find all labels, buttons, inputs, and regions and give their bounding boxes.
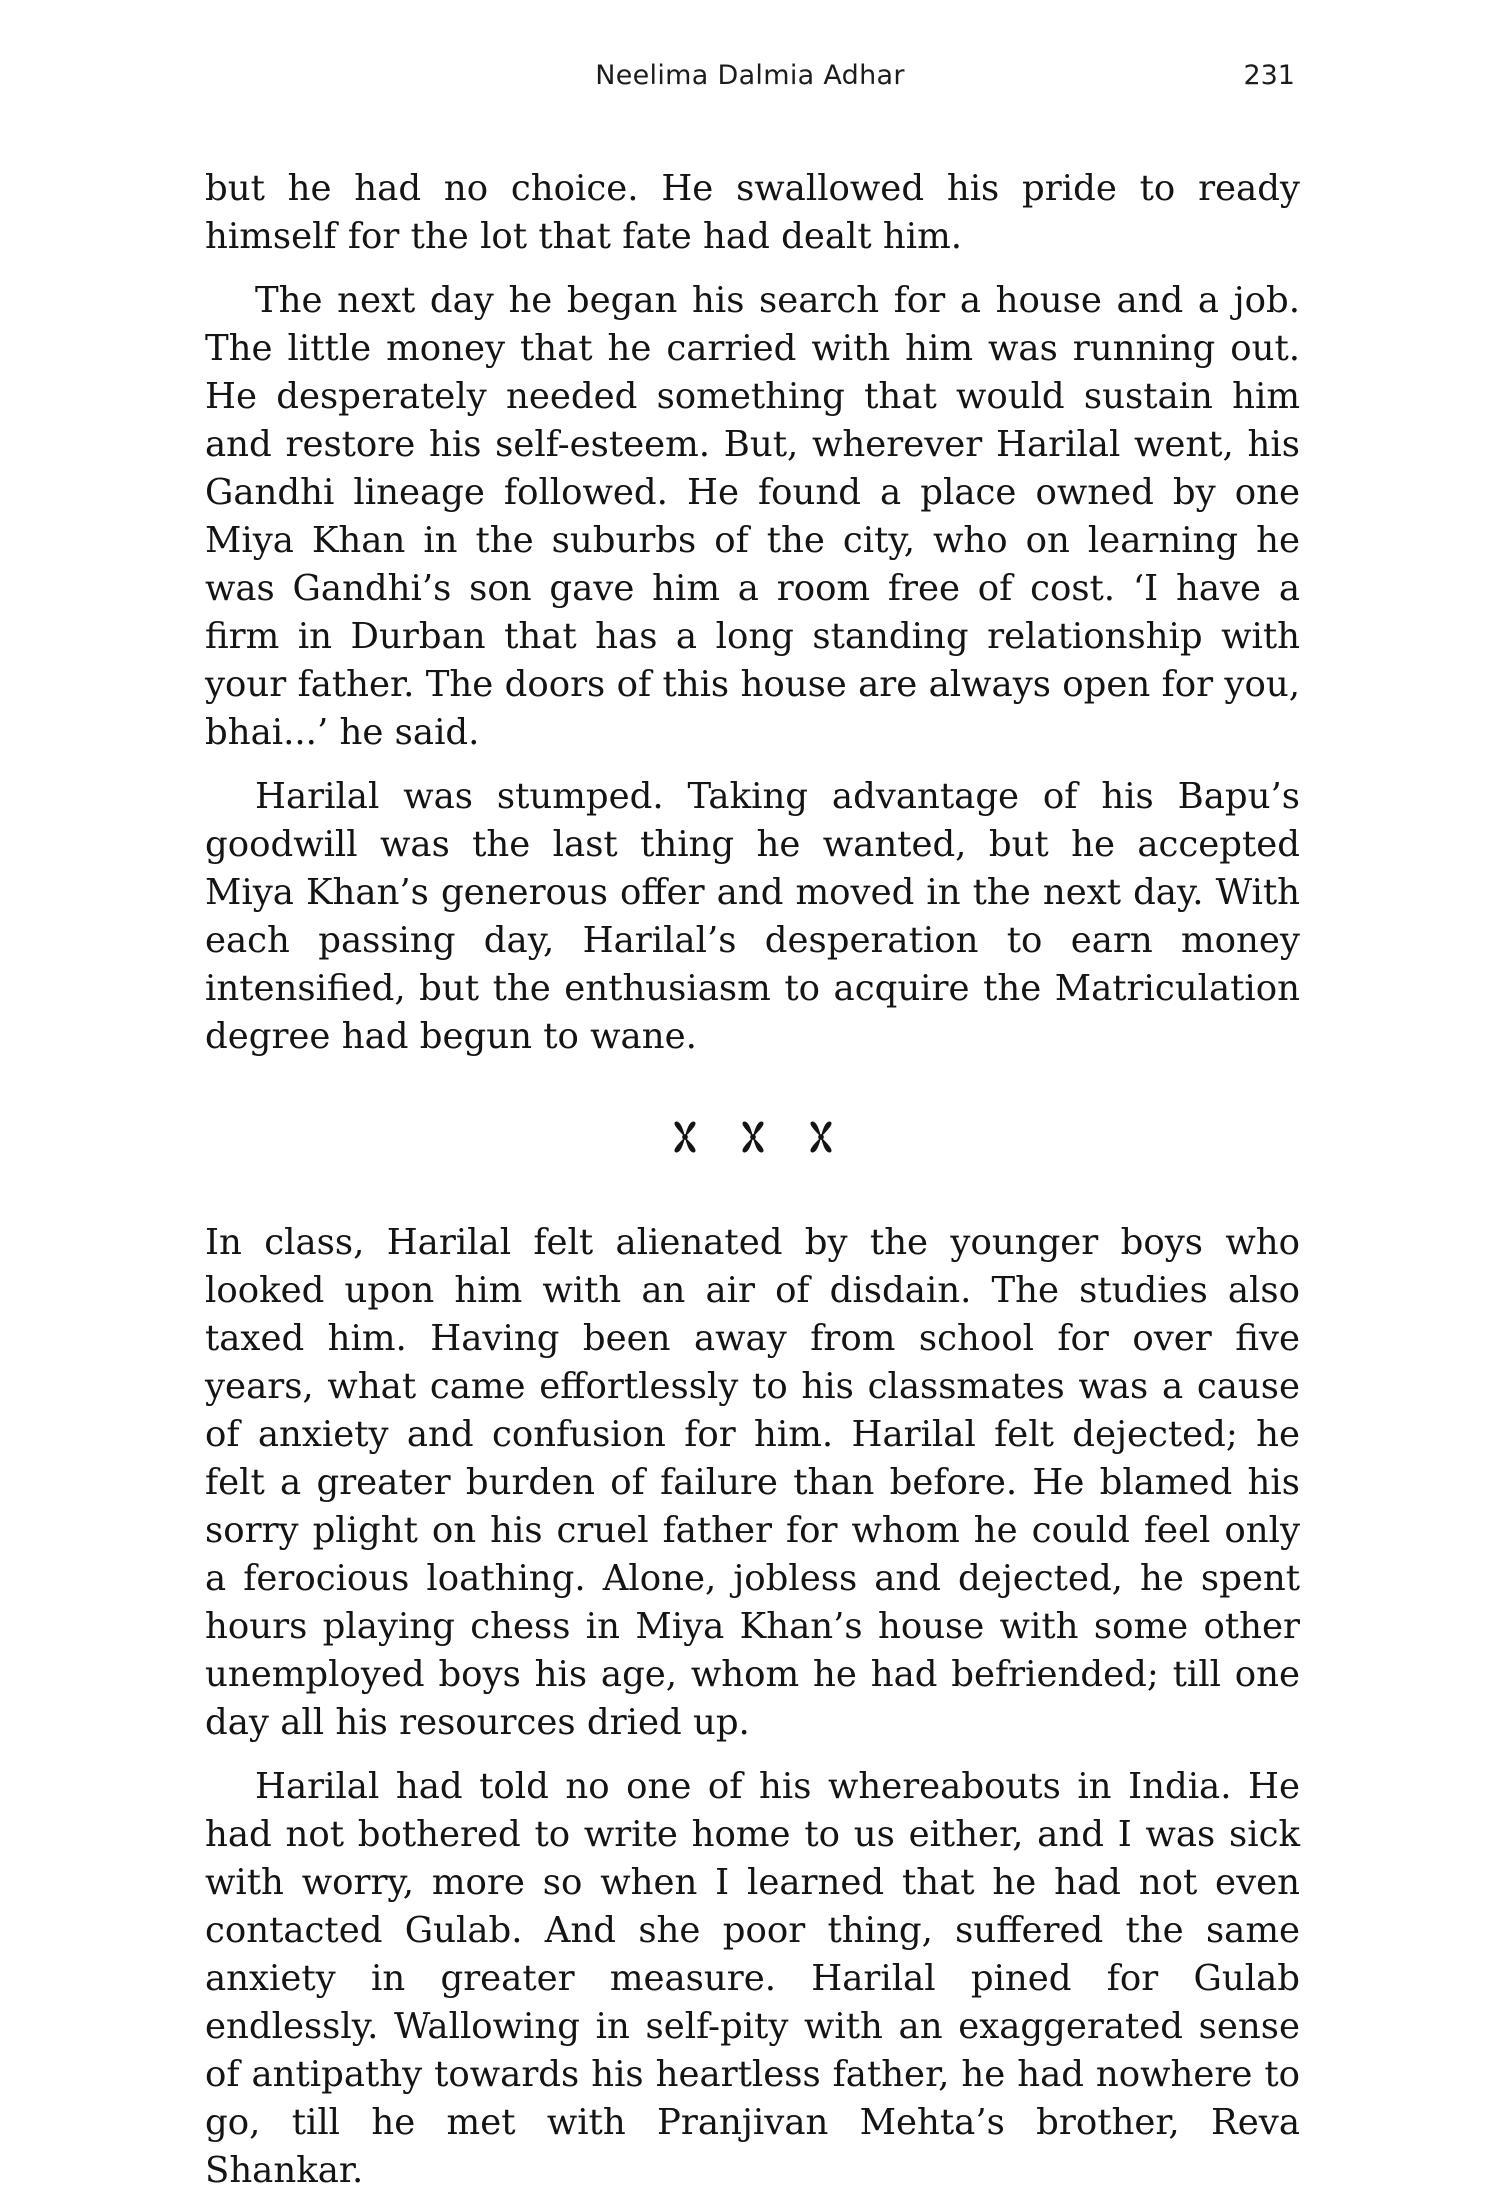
ornamental-fleuron-icon — [734, 1118, 772, 1156]
ornamental-fleuron-icon — [666, 1118, 704, 1156]
body-text — [205, 165, 1300, 2211]
paragraph-continuation: but he had no choice. He swallowed his pride to ready himself for the lot that fate had dealt him. — [205, 168, 1300, 257]
scene-break — [205, 1077, 1300, 1197]
running-header — [0, 56, 1500, 96]
paragraph: In class, Harilal felt alienated by the younger boys who looked upon him with an air of disdain. The studies also taxed him. Having been away from school for over five years, what came effortlessly to his classmates was a cause of anxiety and confusion for him. Harilal felt dejected; he felt a greater burden of failure than before. He blamed his sorry plight on his cruel father for whom he could feel only a ferocious loathing. Alone, jobless and dejected, he spent hours playing chess in Miya Khan’s house with some other unemployed boys his age, whom he had befriended; till one day all his resources dried up. — [205, 1222, 1300, 1743]
paragraph: Harilal had told no one of his whereabouts in India. He had not bothered to write home to us either, and I was sick with worry, more so when I learned that he had not even contacted Gulab. And she poor thing, suffered the same anxiety in greater measure. Harilal pined for Gulab endlessly. Wallowing in self-pity with an exaggerated sense of antipathy towards his heartless father, he had nowhere to go, till he met with Pranjivan Mehta’s brother, Reva Shankar. — [205, 1766, 1300, 2191]
paragraph: Harilal was stumped. Taking advantage of his Bapu’s goodwill was the last thing he wanted, but he accepted Miya Khan’s generous offer and moved in the next day. With each passing day, Harilal’s desperation to earn money intensified, but the enthusiasm to acquire the Matriculation degree had begun to wane. — [205, 776, 1300, 1057]
running-title: Neelima Dalmia Adhar — [595, 60, 905, 91]
ornamental-fleuron-icon — [802, 1118, 840, 1156]
page-number: 231 — [1243, 60, 1295, 91]
paragraph: The next day he began his search for a house and a job. The little money that he carried with him was running out. He desperately needed something that would sustain him and restore his self-esteem. But, wherever Harilal went, his Gandhi lineage followed. He found a place owned by one Miya Khan in the suburbs of the city, who on learning he was Gandhi’s son gave him a room free of cost. ‘I have a firm in Durban that has a long standing relationship with your father. The doors of this house are always open for you, bhai...’ he said. — [205, 280, 1300, 753]
